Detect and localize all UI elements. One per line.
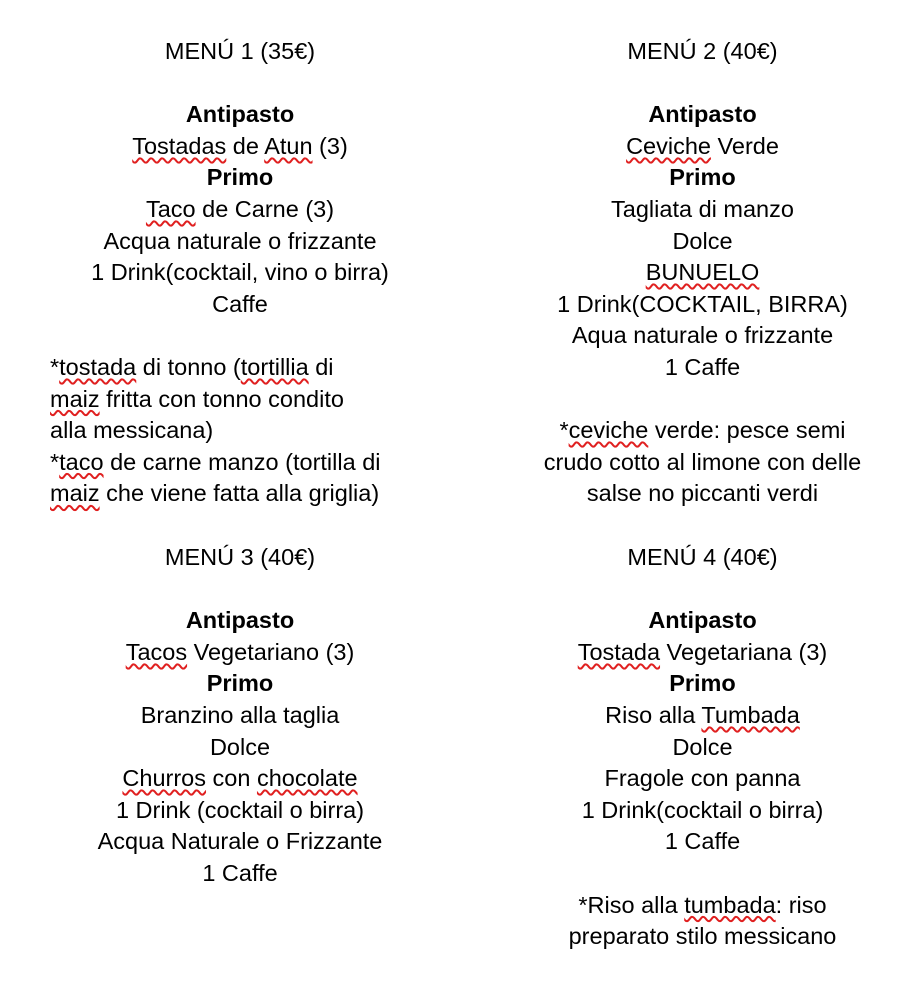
menu-1-line: 1 Drink(cocktail, vino o birra) bbox=[91, 259, 389, 286]
text: de bbox=[226, 132, 265, 159]
menu-1-antipasto-item bbox=[50, 131, 430, 163]
menu-2-title: MENÚ 2 (40€) bbox=[627, 38, 778, 64]
menu-4-primo-heading: Primo bbox=[669, 670, 736, 697]
spell-word: Taco bbox=[145, 195, 196, 222]
spell-word: Tostada bbox=[577, 638, 661, 665]
menu-4-line: 1 Drink(cocktail o birra) bbox=[581, 796, 824, 823]
menu-4 bbox=[500, 542, 905, 953]
menu-2-primo-heading: Primo bbox=[669, 164, 736, 191]
text: : riso bbox=[775, 891, 827, 918]
text: (3) bbox=[312, 132, 348, 159]
menu-4-dolce-heading: Dolce bbox=[672, 733, 733, 760]
menu-1-note-line bbox=[50, 478, 430, 510]
menu-1-primo-heading: Primo bbox=[206, 164, 274, 191]
spell-word: ceviche bbox=[568, 417, 649, 444]
menu-2-line: 1 Drink(COCKTAIL, BIRRA) bbox=[557, 290, 848, 317]
spacer bbox=[500, 384, 905, 416]
text: *Riso alla bbox=[578, 891, 685, 918]
text: * bbox=[50, 353, 60, 380]
menu-1 bbox=[50, 36, 430, 510]
spell-word: tortillia bbox=[240, 353, 309, 380]
text: * bbox=[559, 417, 569, 444]
menu-3-dolce-item bbox=[50, 763, 430, 795]
menu-2-dolce-heading: Dolce bbox=[672, 227, 733, 254]
spacer bbox=[50, 320, 430, 352]
spell-word: Atun bbox=[264, 132, 313, 159]
text: Vegetariana (3) bbox=[660, 638, 828, 665]
spell-word: taco bbox=[59, 448, 104, 475]
menu-3-title: MENÚ 3 (40€) bbox=[164, 544, 316, 570]
menu-3-antipasto-heading: Antipasto bbox=[185, 607, 295, 634]
text: Verde bbox=[710, 132, 779, 159]
menu-1-note-line: alla messicana) bbox=[50, 417, 214, 444]
spell-word: chocolate bbox=[256, 765, 358, 792]
menu-4-title: MENÚ 4 (40€) bbox=[627, 544, 778, 570]
menu-2-note-line: salse no piccanti verdi bbox=[586, 480, 819, 507]
menu-4-dolce-item: Fragole con panna bbox=[604, 765, 801, 792]
menu-1-antipasto-heading: Antipasto bbox=[185, 101, 295, 128]
menu-2-primo-item: Tagliata di manzo bbox=[611, 195, 794, 222]
text: Riso alla bbox=[605, 701, 702, 728]
menu-3 bbox=[50, 542, 430, 890]
menu-2 bbox=[500, 36, 905, 510]
menu-2-dolce-item bbox=[500, 257, 905, 289]
menu-3-line: 1 Caffe bbox=[202, 859, 278, 886]
menu-2-line: Aqua naturale o frizzante bbox=[571, 322, 834, 349]
menu-3-primo-item: Branzino alla taglia bbox=[140, 701, 340, 728]
menu-3-dolce-heading: Dolce bbox=[209, 733, 271, 760]
menu-1-note-line bbox=[50, 352, 430, 384]
text: che viene fatta alla griglia) bbox=[99, 480, 380, 507]
menu-1-note-line bbox=[50, 447, 430, 479]
text: di bbox=[308, 353, 334, 380]
menu-3-primo-heading: Primo bbox=[206, 670, 274, 697]
menu-4-note-line bbox=[500, 890, 905, 922]
menu-4-line: 1 Caffe bbox=[664, 828, 741, 855]
menu-4-antipasto-heading: Antipasto bbox=[648, 607, 757, 634]
menu-2-note-line: crudo cotto al limone con delle bbox=[543, 448, 862, 475]
spell-word: tumbada bbox=[684, 891, 776, 918]
menu-1-line: Acqua naturale o frizzante bbox=[103, 227, 377, 254]
text: fritta con tonno condito bbox=[99, 385, 344, 412]
menu-1-primo-item bbox=[50, 194, 430, 226]
spell-word: Churros bbox=[122, 765, 207, 792]
text: de carne manzo (tortilla di bbox=[103, 448, 381, 475]
text: verde: pesce semi bbox=[648, 417, 846, 444]
spacer bbox=[500, 858, 905, 890]
menu-2-note-line bbox=[500, 415, 905, 447]
menu-1-line: Caffe bbox=[212, 290, 268, 317]
spell-word: maiz bbox=[50, 385, 100, 412]
text: de Carne (3) bbox=[195, 195, 335, 222]
text: con bbox=[206, 765, 257, 792]
text: * bbox=[50, 448, 60, 475]
text: di tonno ( bbox=[136, 353, 241, 380]
spell-word: BUNUELO bbox=[645, 259, 760, 286]
spell-word: tostada bbox=[59, 353, 137, 380]
menu-4-note-line: preparato stilo messicano bbox=[568, 923, 837, 950]
menu-2-antipasto-item bbox=[500, 131, 905, 163]
menu-4-antipasto-item bbox=[500, 637, 905, 669]
text: Vegetariano (3) bbox=[187, 638, 355, 665]
menu-4-primo-item bbox=[500, 700, 905, 732]
spell-word: Tacos bbox=[125, 638, 188, 665]
spell-word: Tumbada bbox=[701, 701, 800, 728]
spell-word: maiz bbox=[50, 480, 100, 507]
spell-word: Ceviche bbox=[626, 132, 711, 159]
menu-1-note-line bbox=[50, 384, 430, 416]
menu-1-title: MENÚ 1 (35€) bbox=[164, 38, 316, 64]
menu-3-antipasto-item bbox=[50, 637, 430, 669]
menu-2-line: 1 Caffe bbox=[664, 353, 741, 380]
menu-3-line: Acqua Naturale o Frizzante bbox=[97, 828, 383, 855]
menu-3-line: 1 Drink (cocktail o birra) bbox=[115, 796, 365, 823]
menu-2-antipasto-heading: Antipasto bbox=[648, 101, 757, 128]
spell-word: Tostadas bbox=[132, 132, 227, 159]
